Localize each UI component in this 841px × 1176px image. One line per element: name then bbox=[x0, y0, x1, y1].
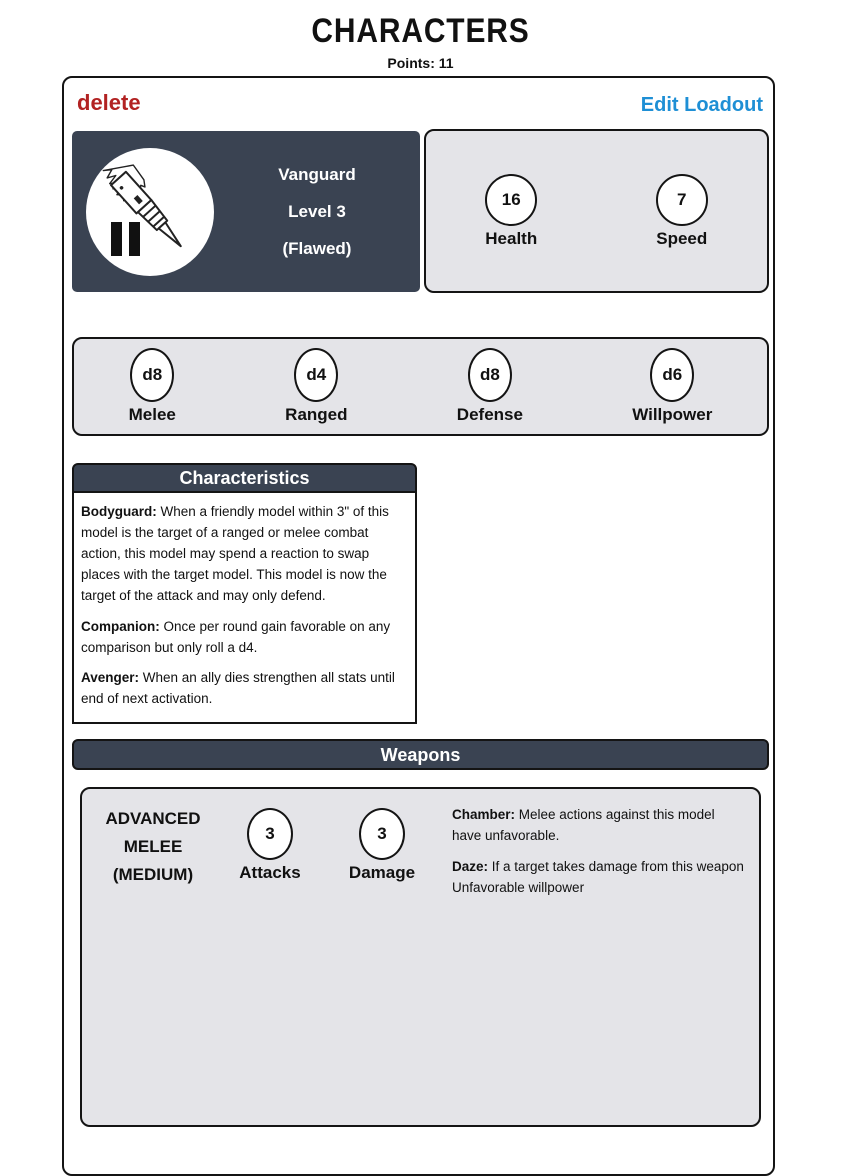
flaming-sword-icon bbox=[86, 148, 214, 276]
speed-value: 7 bbox=[656, 174, 708, 226]
weapon-rule-text: If a target takes damage from this weapon Unfavorable willpower bbox=[452, 858, 744, 895]
character-name: Vanguard bbox=[278, 164, 356, 184]
willpower-label: Willpower bbox=[632, 405, 713, 424]
characteristic-entry bbox=[81, 617, 408, 659]
characteristic-name: Avenger: bbox=[81, 670, 140, 686]
attacks-label: Attacks bbox=[239, 863, 301, 882]
weapon-rules bbox=[438, 805, 749, 909]
melee-die: d8 bbox=[130, 348, 174, 402]
melee-stat bbox=[129, 348, 176, 425]
health-value: 16 bbox=[485, 174, 537, 226]
defense-stat bbox=[457, 348, 523, 425]
characteristics-section bbox=[72, 463, 417, 724]
character-level: Level 3 bbox=[288, 201, 346, 221]
weapon-rule-text: Melee actions against this model have unfavorable. bbox=[452, 807, 715, 843]
points-total: Points: 11 bbox=[387, 55, 454, 71]
pip-bar bbox=[111, 222, 122, 256]
page-title: CHARACTERS bbox=[311, 12, 530, 50]
character-trait: (Flawed) bbox=[282, 238, 352, 258]
weapon-name: ADVANCED MELEE (MEDIUM) bbox=[105, 809, 201, 884]
characteristics-header: Characteristics bbox=[72, 463, 417, 493]
attacks-value: 3 bbox=[247, 808, 293, 860]
edit-loadout-button[interactable]: Edit Loadout bbox=[640, 94, 763, 116]
speed-stat bbox=[656, 174, 708, 249]
characteristics-body bbox=[72, 493, 417, 724]
speed-label: Speed bbox=[656, 228, 708, 248]
characteristic-text: When an ally dies strengthen all stats until end of next activation. bbox=[81, 670, 395, 707]
ranged-stat bbox=[285, 348, 347, 425]
weapon-rule-name: Chamber: bbox=[452, 807, 516, 822]
core-stats-box bbox=[424, 129, 769, 293]
willpower-stat bbox=[632, 348, 712, 425]
attacks-stat bbox=[214, 808, 326, 883]
dice-stats-box bbox=[72, 337, 769, 436]
weapons-header: Weapons bbox=[72, 739, 769, 770]
character-card bbox=[62, 76, 775, 1176]
damage-value: 3 bbox=[359, 808, 405, 860]
characteristic-entry bbox=[81, 502, 408, 607]
weapon-card bbox=[80, 787, 761, 1127]
damage-label: Damage bbox=[348, 863, 416, 882]
ranged-die: d4 bbox=[294, 348, 338, 402]
willpower-die: d6 bbox=[650, 348, 694, 402]
weapon-rule-entry bbox=[452, 857, 747, 899]
characteristic-name: Bodyguard: bbox=[81, 504, 157, 519]
character-avatar bbox=[86, 148, 214, 276]
weapon-rule-entry bbox=[452, 805, 747, 847]
defense-die: d8 bbox=[468, 348, 512, 402]
damage-stat bbox=[326, 808, 438, 883]
ranged-label: Ranged bbox=[285, 405, 348, 424]
character-info-box bbox=[72, 131, 420, 292]
characteristic-name: Companion: bbox=[81, 618, 160, 634]
weapon-rule-name: Daze: bbox=[452, 858, 489, 874]
characteristic-entry bbox=[81, 668, 408, 710]
melee-label: Melee bbox=[128, 405, 176, 424]
characteristic-text: When a friendly model within 3" of this model is the target of a ranged or melee combat action, this model may spend a reaction to swap places with the target model. This model is now the target of the attack and may only defend. bbox=[81, 504, 389, 603]
health-stat bbox=[485, 174, 537, 249]
health-label: Health bbox=[485, 228, 538, 248]
characteristic-text: Once per round gain favorable on any comparison but only roll a d4. bbox=[81, 618, 391, 655]
defense-label: Defense bbox=[456, 405, 523, 424]
delete-button[interactable]: delete bbox=[77, 90, 141, 115]
pip-bar bbox=[129, 222, 140, 256]
